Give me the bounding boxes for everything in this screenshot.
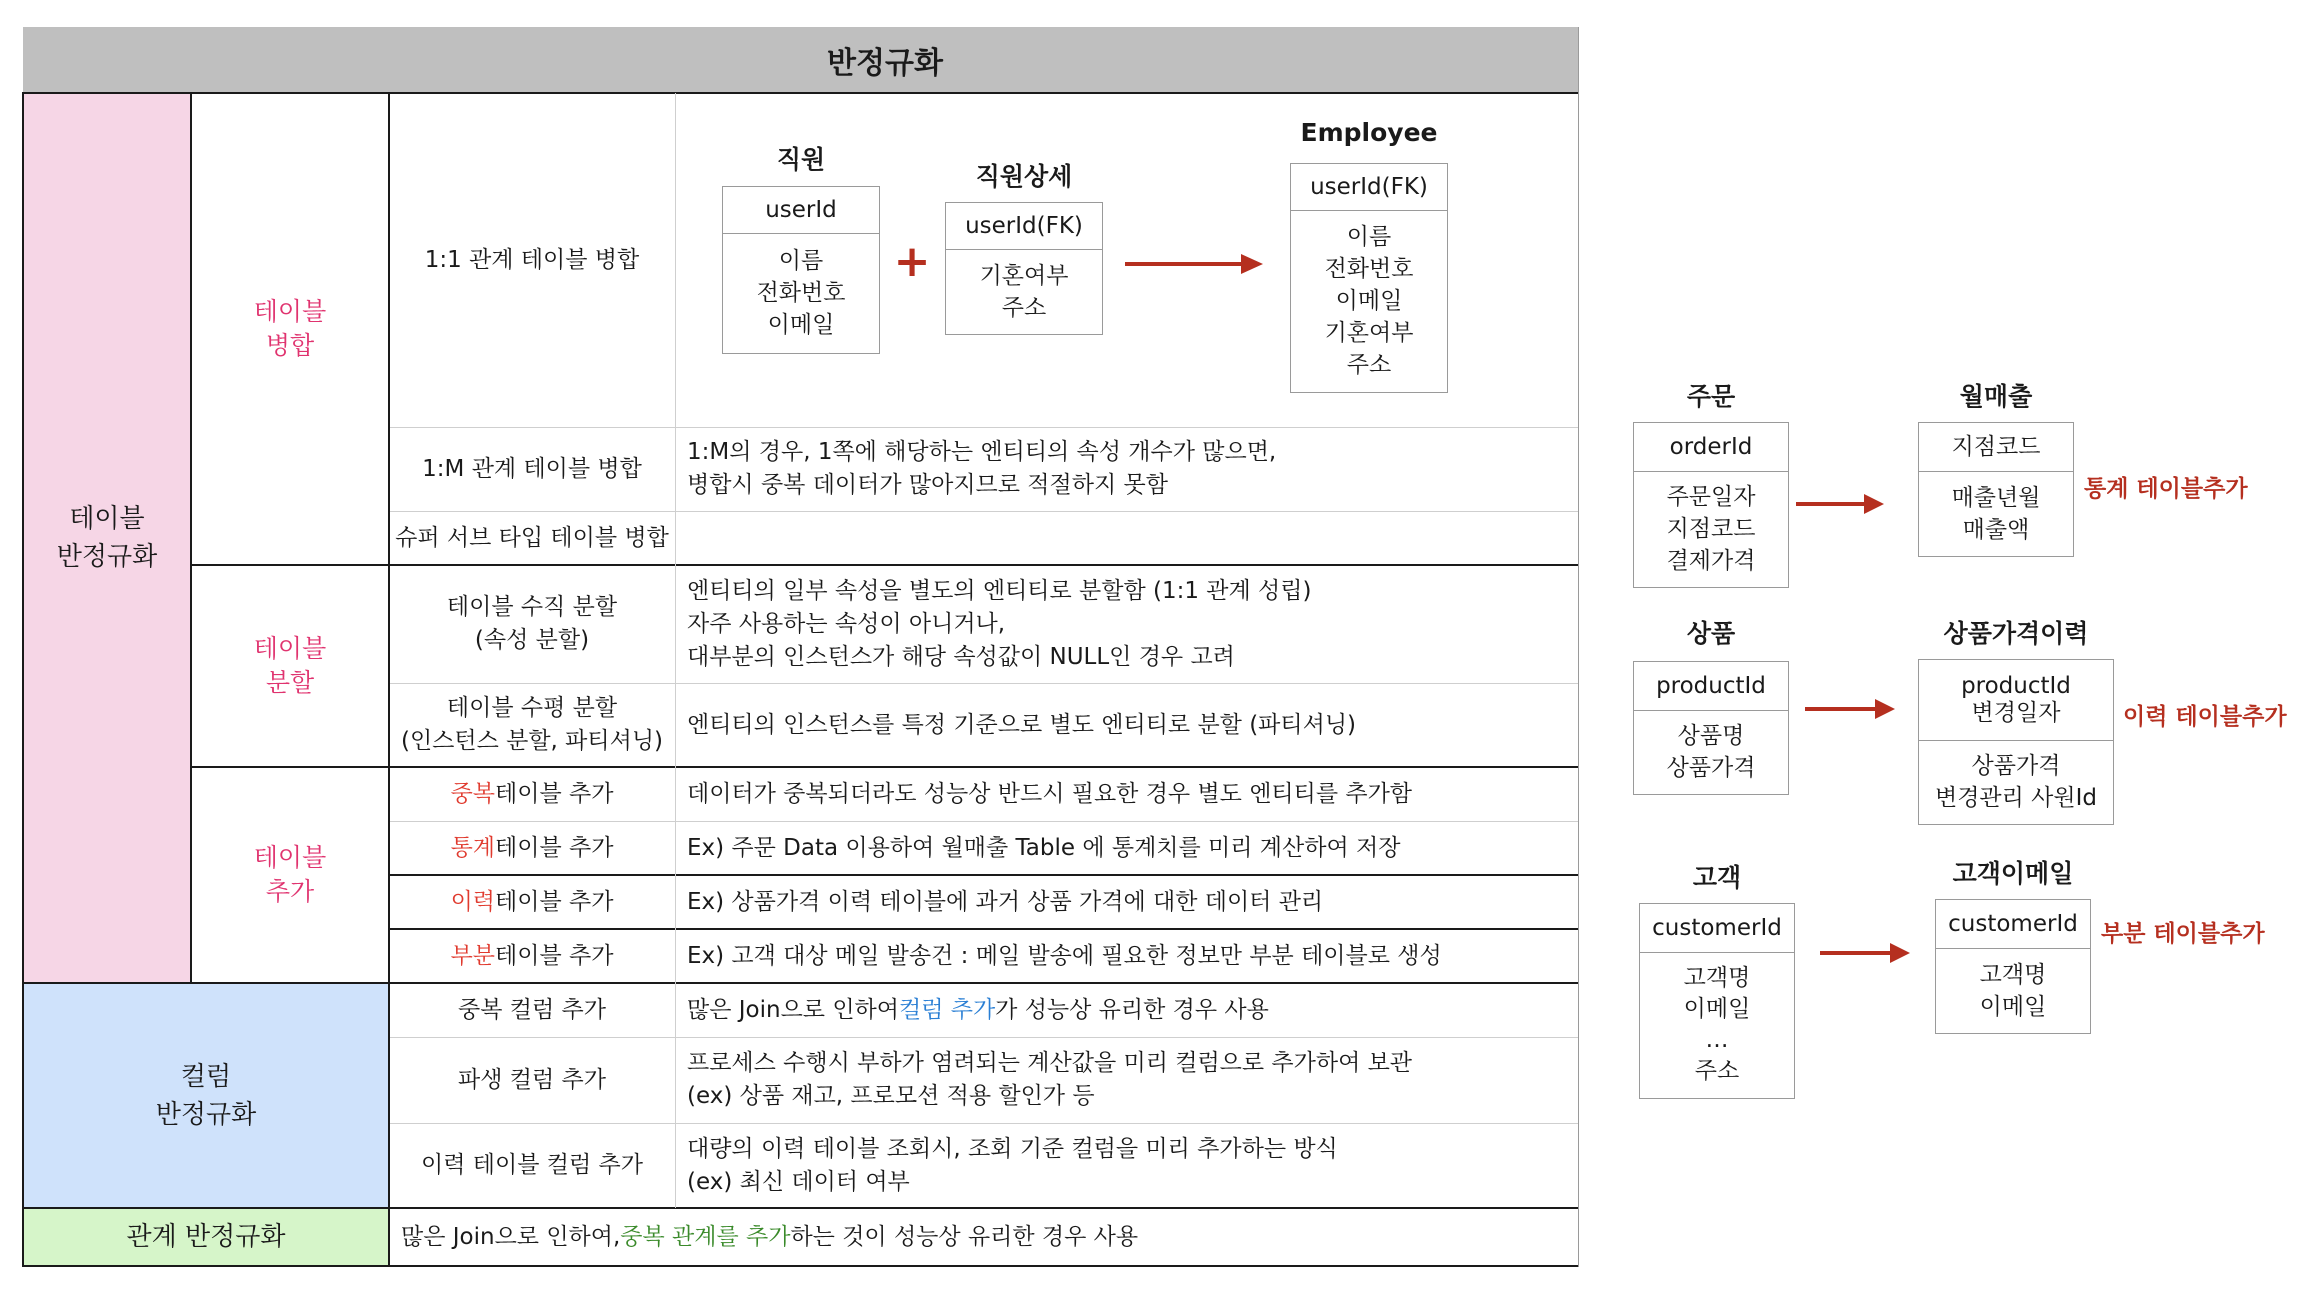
grid-line <box>389 427 675 428</box>
row-desc-relation-denorm <box>389 1208 1579 1266</box>
grid-line <box>1578 27 1579 1267</box>
entity-title-employee-detail: 직원상세 <box>975 162 1073 191</box>
row-desc-horizontal-split: 엔티티의 인스턴스를 특정 기준으로 별도 엔티티로 분할 (파티셔닝) <box>687 711 1357 738</box>
entity-title-customer-email: 고객이메일 <box>1952 859 2074 888</box>
entity-attrs: 상품명 상품가격 <box>1666 723 1756 781</box>
row-desc-history-table: Ex) 상품가격 이력 테이블에 과거 상품 가격에 대한 데이터 관리 <box>687 888 1324 915</box>
plus-sign: + <box>893 236 931 287</box>
entity-key: productId 변경일자 <box>1919 660 2113 741</box>
highlight-text: 통계 <box>450 834 496 861</box>
row-desc-stat-table: Ex) 주문 Data 이용하여 월매출 Table 에 통계치를 미리 계산하여 저장 <box>687 834 1401 861</box>
entity-attrs: 상품가격 변경관리 사원Id <box>1934 753 2097 811</box>
grid-line <box>22 92 24 1267</box>
entity-attrs: 고객명 이메일 <box>1979 961 2047 1020</box>
grid-line <box>389 821 1579 822</box>
entity-attrs: 이름 전화번호 이메일 기혼여부 주소 <box>1324 224 1414 378</box>
arrow-right-icon <box>1796 492 1886 516</box>
grid-line <box>389 874 1579 876</box>
arrow-right-icon <box>1820 941 1912 965</box>
label-history-table: 이력 테이블추가 <box>2123 704 2287 730</box>
row-item-duplicate-table <box>389 767 675 821</box>
entity-key: 지점코드 <box>1919 423 2073 472</box>
arrow-right-icon <box>1805 697 1897 721</box>
highlight-text: 중복 <box>450 780 496 807</box>
grid-line <box>23 92 1579 94</box>
row-item-stat-table <box>389 821 675 875</box>
row-desc-derived-column: 프로세스 수행시 부하가 염려되는 계산값을 미리 컬럼으로 추가하여 보관 (ex) 상품 재고, 프로모션 적용 할인가 등 <box>687 1050 1413 1109</box>
entity-key: customerId <box>1936 900 2090 949</box>
item-text: 테이블 추가 <box>495 888 614 915</box>
grid-line <box>190 92 192 983</box>
grid-line <box>23 982 1579 984</box>
entity-employee-merged <box>1290 163 1448 393</box>
entity-product-price-history <box>1918 659 2114 825</box>
row-desc-history-column: 대량의 이력 테이블 조회시, 조회 기준 컬럼을 미리 추가하는 방식 (ex) 최신 데이터 여부 <box>687 1135 1338 1195</box>
row-item-1toM-merge: 1:M 관계 테이블 병합 <box>422 455 642 482</box>
entity-attrs: 주문일자 지점코드 결제가격 <box>1666 484 1756 574</box>
row-item-partial-table <box>389 929 675 983</box>
row-item-history-table <box>389 875 675 929</box>
label-partial-table: 부분 테이블추가 <box>2101 921 2265 947</box>
entity-key: userId(FK) <box>946 203 1102 250</box>
entity-title-order: 주문 <box>1686 382 1736 411</box>
row-item-derived-column: 파생 컬럼 추가 <box>458 1066 606 1093</box>
entity-key: userId <box>723 187 879 234</box>
grid-line <box>191 564 1579 566</box>
group-relation-denorm: 관계 반정규화 <box>23 1208 389 1266</box>
subgroup-split: 테이블 분할 <box>253 634 327 697</box>
grid-line <box>388 92 390 1267</box>
highlight-text: 이력 <box>450 888 496 915</box>
entity-attrs: 고객명 이메일 … 주소 <box>1683 965 1751 1084</box>
entity-title-product-price-history: 상품가격이력 <box>1943 619 2089 648</box>
grid-line <box>23 1265 1579 1267</box>
grid-line <box>389 1037 1579 1038</box>
desc-text: 가 성능상 유리한 경우 사용 <box>995 996 1269 1023</box>
entity-monthly-sales <box>1918 422 2074 557</box>
row-desc-vertical-split: 엔티티의 일부 속성을 별도의 엔티티로 분할함 (1:1 관계 성립) 자주 사용하는 속성이 아니거나, 대부분의 인스턴스가 해당 속성값이 NULL인 경우 고려 <box>687 577 1312 670</box>
desc-text: 많은 Join으로 인하여, <box>401 1223 621 1250</box>
entity-attrs: 이름 전화번호 이메일 <box>756 248 846 338</box>
header-corner <box>23 27 191 93</box>
entity-employee-kr <box>722 186 880 354</box>
highlight-text: 컬럼 추가 <box>898 996 996 1023</box>
label-stat-table: 통계 테이블추가 <box>2084 476 2248 502</box>
item-text: 테이블 추가 <box>495 834 614 861</box>
entity-key: userId(FK) <box>1291 164 1447 211</box>
entity-title-product: 상품 <box>1686 619 1736 648</box>
entity-key: productId <box>1634 662 1788 711</box>
row-item-history-column: 이력 테이블 컬럼 추가 <box>421 1152 643 1178</box>
grid-line <box>389 683 1579 684</box>
subgroup-merge: 테이블 병합 <box>253 297 327 360</box>
group-table-denorm: 테이블 반정규화 <box>23 93 191 983</box>
item-text: 테이블 추가 <box>495 942 614 969</box>
desc-text: 많은 Join으로 인하여 <box>687 996 899 1023</box>
entity-title-employee-kr: 직원 <box>776 145 826 174</box>
entity-key: orderId <box>1634 423 1788 472</box>
entity-customer <box>1639 903 1795 1099</box>
arrow-right-icon <box>1125 252 1265 276</box>
item-text: 테이블 추가 <box>495 780 614 807</box>
row-item-horizontal-split: 테이블 수평 분할 (인스턴스 분할, 파티셔닝) <box>400 695 664 754</box>
row-item-vertical-split: 테이블 수직 분할 (속성 분할) <box>446 594 618 653</box>
row-item-duplicate-column: 중복 컬럼 추가 <box>458 996 606 1023</box>
entity-employee-detail <box>945 202 1103 335</box>
entity-title-monthly-sales: 월매출 <box>1959 382 2033 411</box>
grid-line <box>675 93 676 1208</box>
entity-key: customerId <box>1640 904 1794 953</box>
entity-attrs: 매출년월 매출액 <box>1951 484 2041 543</box>
row-item-1to1-merge: 1:1 관계 테이블 병합 <box>424 246 640 273</box>
highlight-text: 부분 <box>450 942 496 969</box>
entity-product <box>1633 661 1789 795</box>
row-item-supertype-merge: 슈퍼 서브 타입 테이블 병합 <box>395 524 669 551</box>
grid-line <box>389 511 1579 512</box>
row-desc-1toM-merge: 1:M의 경우, 1쪽에 해당하는 엔티티의 속성 개수가 많으면, 병합시 중복 데이터가 많아지므로 적절하지 못함 <box>687 439 1277 498</box>
group-column-denorm: 컬럼 반정규화 <box>23 983 389 1208</box>
grid-line <box>389 928 1579 930</box>
grid-line <box>23 1207 1579 1209</box>
desc-text: 하는 것이 성능상 유리한 경우 사용 <box>790 1223 1139 1250</box>
grid-line <box>675 427 1579 428</box>
grid-line <box>389 1123 1579 1124</box>
row-desc-partial-table: Ex) 고객 대상 메일 발송건 : 메일 발송에 필요한 정보만 부분 테이블로 생성 <box>687 942 1442 969</box>
entity-customer-email <box>1935 899 2091 1034</box>
subgroup-add: 테이블 추가 <box>253 843 327 906</box>
entity-title-customer: 고객 <box>1692 863 1742 892</box>
entity-title-employee: Employee <box>1300 118 1438 147</box>
highlight-text: 중복 관계를 추가 <box>620 1223 791 1250</box>
grid-line <box>191 766 1579 768</box>
entity-attrs: 기혼여부 주소 <box>979 263 1069 321</box>
row-desc-duplicate-column <box>675 983 1579 1037</box>
entity-order <box>1633 422 1789 588</box>
row-desc-duplicate-table: 데이터가 중복되더라도 성능상 반드시 필요한 경우 별도 엔티티를 추가함 <box>687 780 1413 807</box>
table-header: 반정규화 <box>191 27 1579 93</box>
